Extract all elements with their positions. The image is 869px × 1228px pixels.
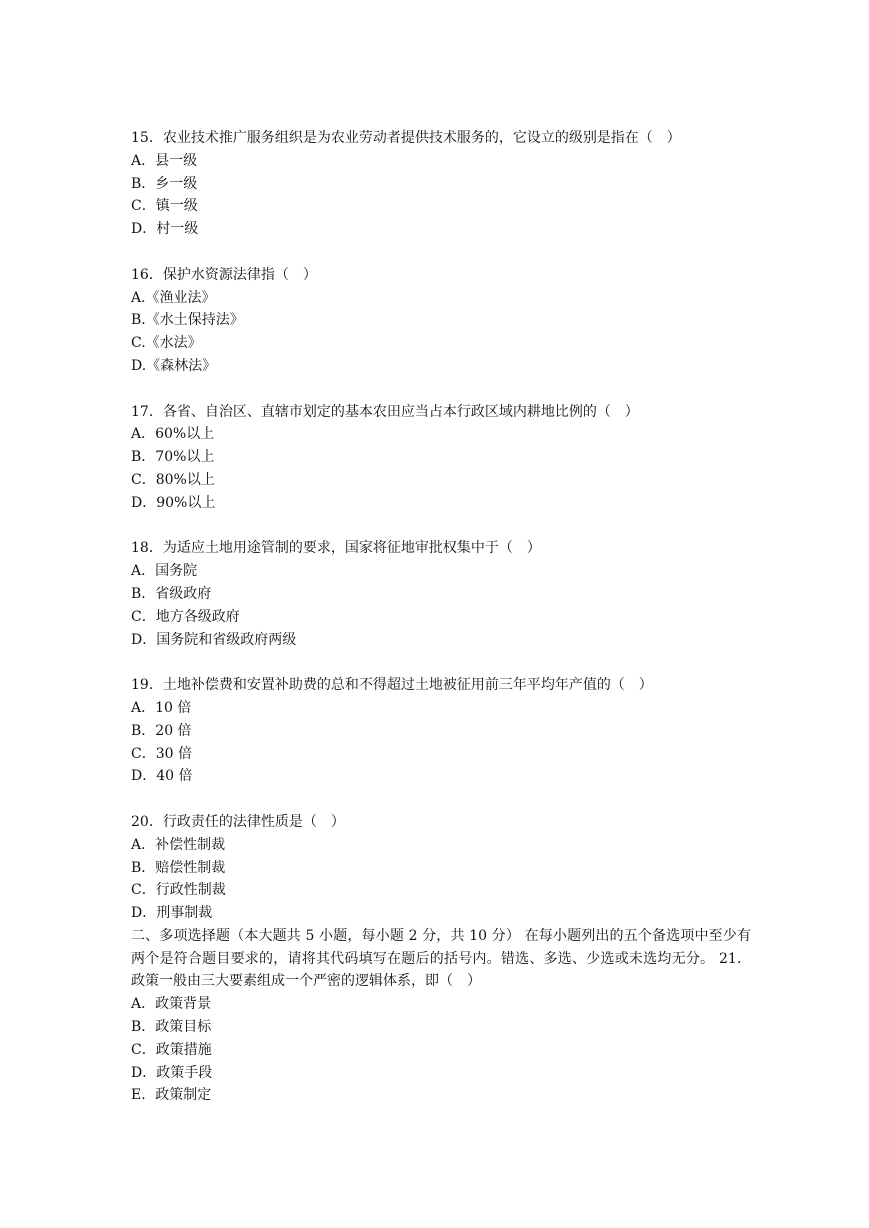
option-a: A．国务院 (131, 563, 198, 580)
question-16 (131, 264, 751, 378)
option-d: D．国务院和省级政府两级 (131, 631, 297, 648)
option-a: A．补偿性制裁 (131, 836, 226, 853)
option-d: D.《森林法》 (131, 357, 217, 374)
option-a: A．60%以上 (131, 426, 215, 443)
option-a: A．政策背景 (131, 996, 212, 1013)
section-instructions: 二、多项选择题（本大题共 5 小题，每小题 2 分，共 10 分） 在每小题列出的五个备选项中至少有两个是符合题目要求的，请将其代码填写在题后的括号内。错选、多选、少选或未选均无分。 21．政策一般由三大要素组成一个严密的逻辑体系，即（ ） (131, 927, 751, 990)
option-a: A．县一级 (131, 152, 198, 169)
question-stem: 19．土地补偿费和安置补助费的总和不得超过土地被征用前三年平均年产值的（ ） (131, 677, 653, 694)
option-c: C．行政性制裁 (131, 882, 226, 899)
question-18 (131, 537, 751, 651)
question-15 (131, 127, 751, 241)
option-b: B．乡一级 (131, 175, 198, 192)
option-b: B．赔偿性制裁 (131, 859, 226, 876)
option-d: D．刑事制裁 (131, 905, 213, 922)
option-c: C．政策措施 (131, 1041, 212, 1058)
option-d: D．村一级 (131, 221, 199, 238)
section-multiple-choice (131, 925, 751, 1107)
question-stem: 20．行政责任的法律性质是（ ） (131, 813, 345, 830)
question-stem: 18．为适应土地用途管制的要求，国家将征地审批权集中于（ ） (131, 540, 541, 557)
option-c: C．80%以上 (131, 471, 215, 488)
option-d: D．政策手段 (131, 1064, 213, 1081)
option-b: B．政策目标 (131, 1019, 212, 1036)
option-c: C．30 倍 (131, 745, 192, 762)
question-20 (131, 811, 751, 925)
option-a: A.《渔业法》 (131, 289, 216, 306)
option-c: C.《水法》 (131, 335, 202, 352)
option-c: C．地方各级政府 (131, 608, 240, 625)
question-19 (131, 674, 751, 788)
question-17 (131, 401, 751, 515)
option-d: D．90%以上 (131, 494, 216, 511)
option-b: B．70%以上 (131, 449, 215, 466)
option-b: B．省级政府 (131, 585, 212, 602)
question-stem: 15．农业技术推广服务组织是为农业劳动者提供技术服务的，它设立的级别是指在（ ） (131, 130, 681, 146)
option-c: C．镇一级 (131, 198, 198, 215)
option-a: A．10 倍 (131, 699, 192, 716)
question-stem: 17．各省、自治区、直辖市划定的基本农田应当占本行政区域内耕地比例的（ ） (131, 403, 639, 420)
option-e: E．政策制定 (131, 1087, 212, 1104)
document-content (131, 127, 751, 1107)
question-stem: 16．保护水资源法律指（ ） (131, 266, 317, 283)
option-b: B.《水土保持法》 (131, 312, 244, 329)
option-b: B．20 倍 (131, 722, 192, 739)
option-d: D．40 倍 (131, 768, 193, 785)
